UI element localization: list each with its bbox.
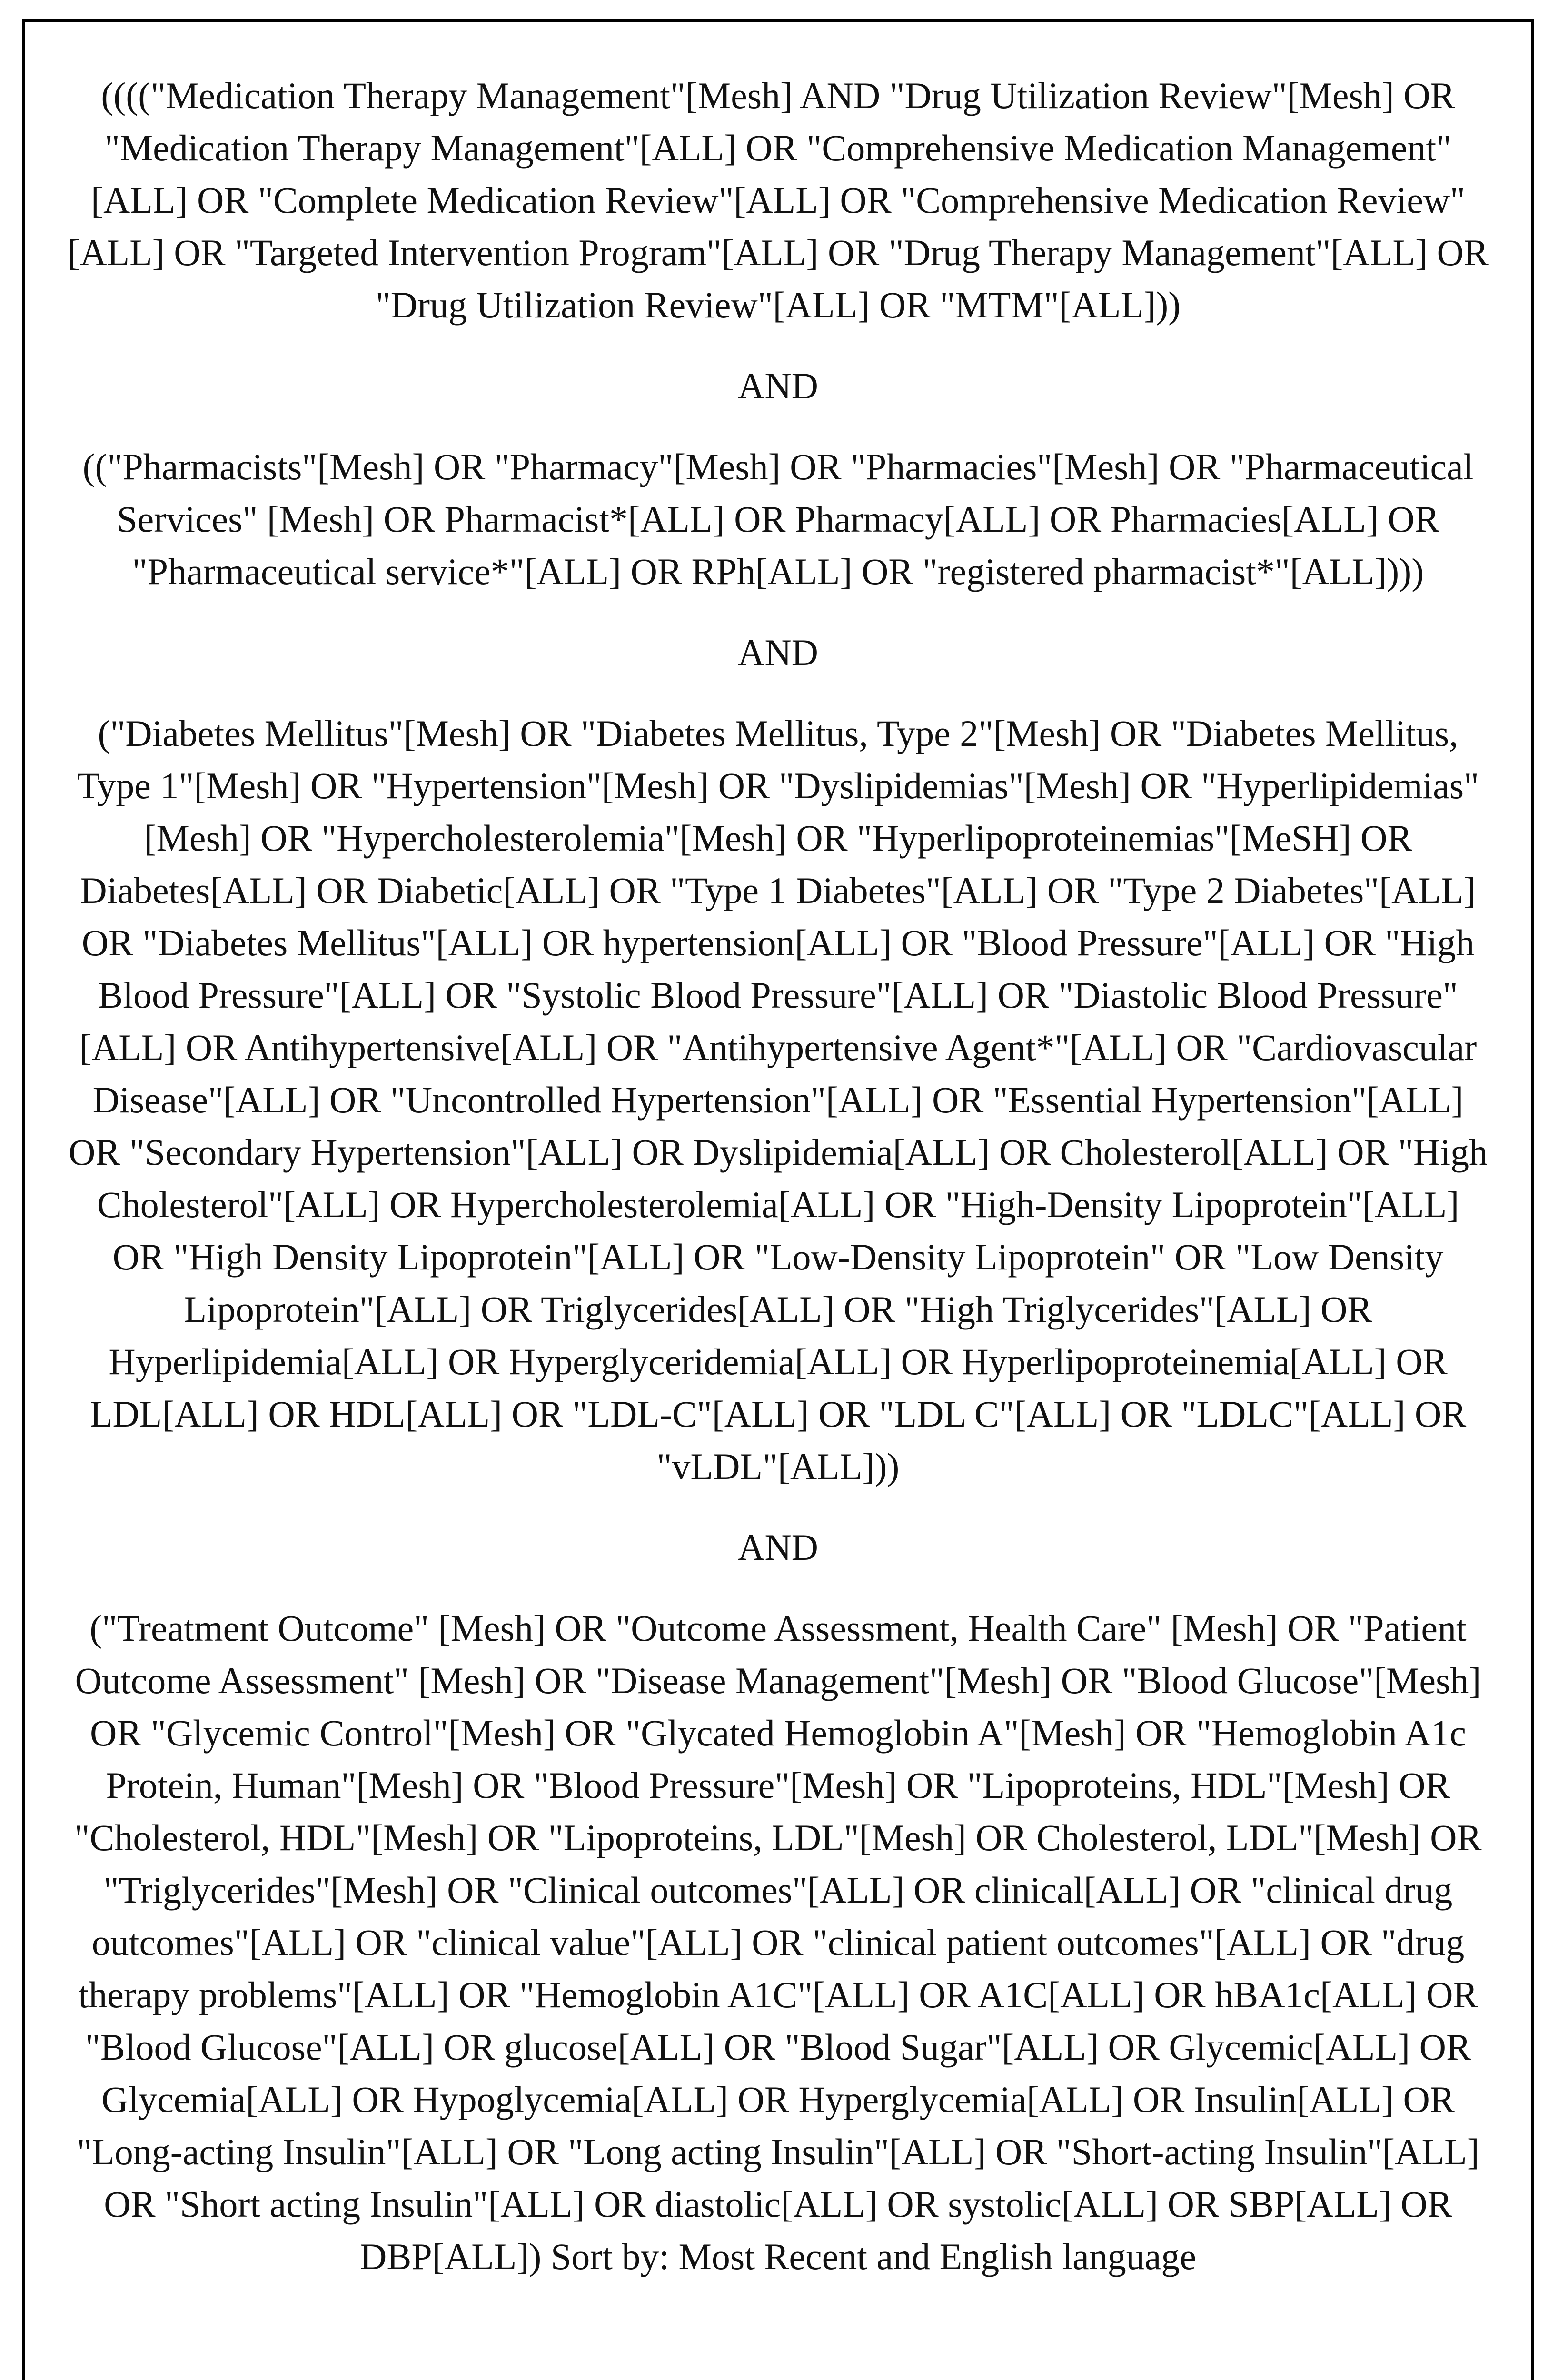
query-block-pharmacist: (("Pharmacists"[Mesh] OR "Pharmacy"[Mesh] OR "Pharmacies"[Mesh] OR "Pharmaceutical Services" [Mesh] OR Pharmacist*[ALL] OR Pharmacy[ALL] OR Pharmacies[ALL] OR "Pharmaceutical service*"[ALL] OR RPh[ALL] OR "registered pharmacist*"[ALL]))) [82,446,1474,592]
and-connector-1: AND [738,365,818,407]
and-connector-2: AND [738,632,818,673]
query-block-outcomes: ("Treatment Outcome" [Mesh] OR "Outcome Assessment, Health Care" [Mesh] OR "Patient Outcome Assessment" [Mesh] OR "Disease Management"[Mesh] OR "Blood Glucose"[Mesh] OR "Glycemic Control"[Mesh] OR "Glycated Hemoglobin A"[Mesh] OR "Hemoglobin A1c Protein, Human"[Mesh] OR "Blood Pressure"[Mesh] OR "Lipoproteins, HDL"[Mesh] OR "Cholesterol, HDL"[Mesh] OR "Lipoproteins, LDL"[Mesh] OR Cholesterol, LDL"[Mesh] OR "Triglycerides"[Mesh] OR "Clinical outcomes"[ALL] OR clinical[ALL] OR "clinical drug outcomes"[ALL] OR "clinical value"[ALL] OR "clinical patient outcomes"[ALL] OR "drug therapy problems"[ALL] OR "Hemoglobin A1C"[ALL] OR A1C[ALL] OR hBA1c[ALL] OR "Blood Glucose"[ALL] OR glucose[ALL] OR "Blood Sugar"[ALL] OR Glycemic[ALL] OR Glycemia[ALL] OR Hypoglycemia[ALL] OR Hyperglycemia[ALL] OR Insulin[ALL] OR "Long-acting Insulin"[ALL] OR "Long acting Insulin"[ALL] OR "Short-acting Insulin"[ALL] OR "Short acting Insulin"[ALL] OR diastolic[ALL] OR systolic[ALL] OR SBP[ALL] OR DBP[ALL]) Sort by: Most Recent and English language [74,1607,1482,2277]
query-block-mtm: (((("Medication Therapy Management"[Mesh] AND "Drug Utilization Review"[Mesh] OR "Medication Therapy Management"[ALL] OR "Comprehensive Medication Management"[ALL] OR "Complete Medication Review"[ALL] OR "Comprehensive Medication Review"[ALL] OR "Targeted Intervention Program"[ALL] OR "Drug Therapy Management"[ALL] OR "Drug Utilization Review"[ALL] OR "MTM"[ALL])) [68,75,1489,326]
query-block-conditions: ("Diabetes Mellitus"[Mesh] OR "Diabetes Mellitus, Type 2"[Mesh] OR "Diabetes Mellitus, Type 1"[Mesh] OR "Hypertension"[Mesh] OR "Dyslipidemias"[Mesh] OR "Hyperlipidemias"[Mesh] OR "Hypercholesterolemia"[Mesh] OR "Hyperlipoproteinemias"[MeSH] OR Diabetes[ALL] OR Diabetic[ALL] OR "Type 1 Diabetes"[ALL] OR "Type 2 Diabetes"[ALL] OR "Diabetes Mellitus"[ALL] OR hypertension[ALL] OR "Blood Pressure"[ALL] OR "High Blood Pressure"[ALL] OR "Systolic Blood Pressure"[ALL] OR "Diastolic Blood Pressure"[ALL] OR Antihypertensive[ALL] OR "Antihypertensive Agent*"[ALL] OR "Cardiovascular Disease"[ALL] OR "Uncontrolled Hypertension"[ALL] OR "Essential Hypertension"[ALL] OR "Secondary Hypertension"[ALL] OR Dyslipidemia[ALL] OR Cholesterol[ALL] OR "High Cholesterol"[ALL] OR Hypercholesterolemia[ALL] OR "High-Density Lipoprotein"[ALL] OR "High Density Lipoprotein"[ALL] OR "Low-Density Lipoprotein" OR "Low Density Lipoprotein"[ALL] OR Triglycerides[ALL] OR "High Triglycerides"[ALL] OR Hyperlipidemia[ALL] OR Hyperglyceridemia[ALL] OR Hyperlipoproteinemia[ALL] OR LDL[ALL] OR HDL[ALL] OR "LDL-C"[ALL] OR "LDL C"[ALL] OR "LDLC"[ALL] OR "vLDL"[ALL])) [69,713,1488,1487]
search-strategy-text [68,69,1489,2380]
query-box [22,19,1534,2380]
and-connector-3: AND [738,1527,818,1568]
